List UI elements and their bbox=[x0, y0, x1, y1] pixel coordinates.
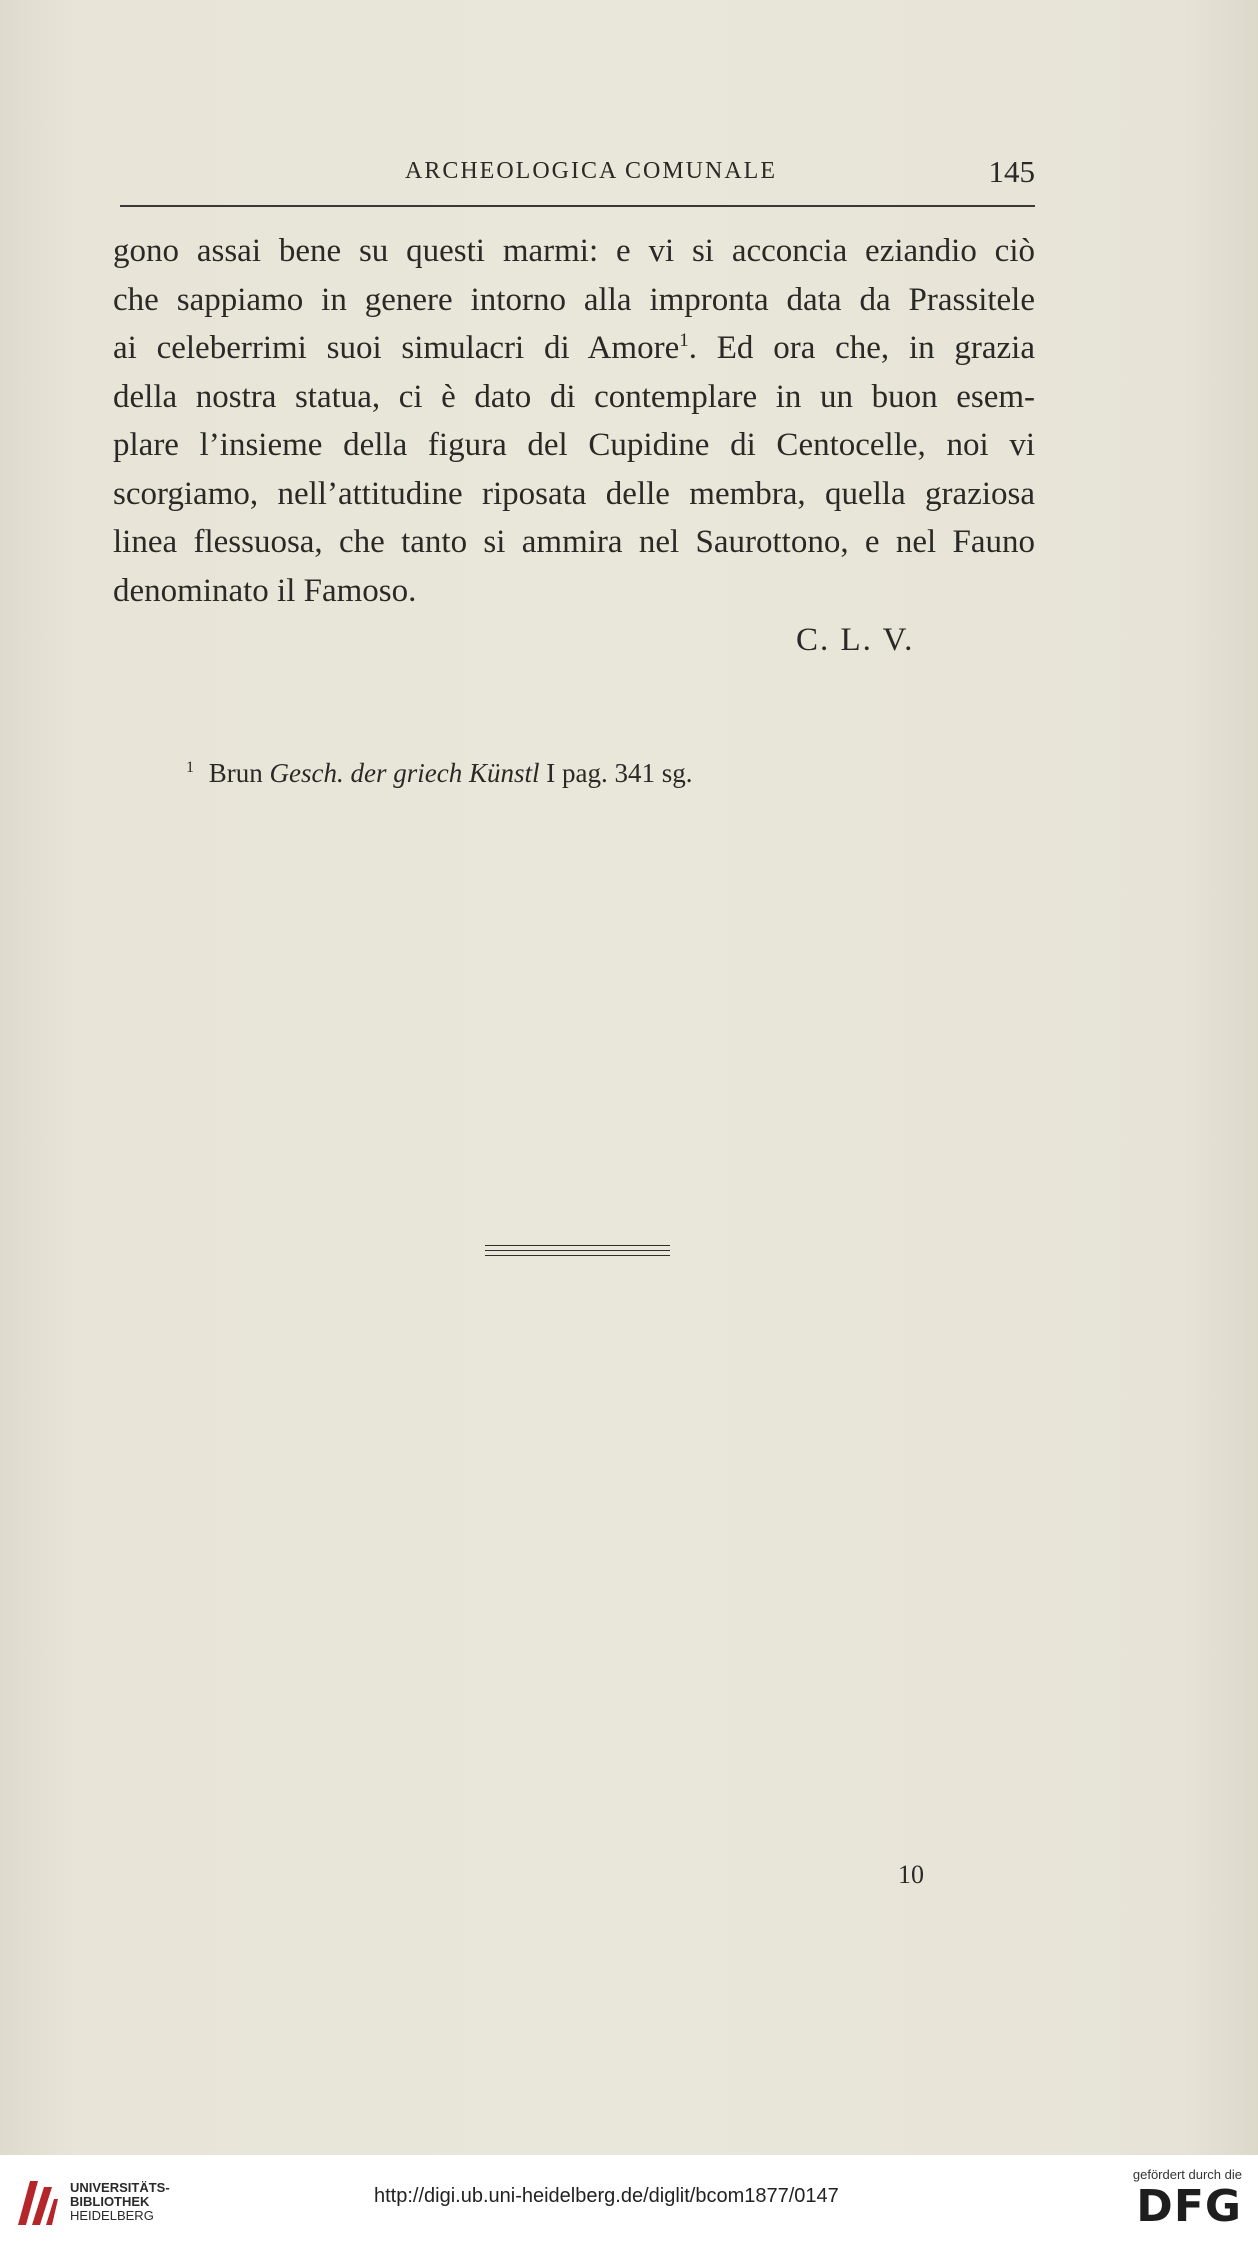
footnote-reference[interactable]: 1 bbox=[679, 330, 689, 351]
running-title: ARCHEOLOGICA COMUNALE bbox=[405, 158, 777, 184]
library-logo-icon bbox=[14, 2173, 60, 2229]
text-line: denominato il Famoso. bbox=[113, 572, 417, 609]
printer-signature-mark: 10 bbox=[898, 1860, 924, 1889]
footnote bbox=[186, 758, 692, 789]
footnote-rest: I pag. 341 sg. bbox=[546, 758, 693, 788]
text-line-head: ai celeberrimi suoi simulacri di Amore bbox=[113, 330, 680, 366]
ornament-line bbox=[485, 1250, 670, 1251]
author-signature: C. L. V. bbox=[796, 622, 915, 658]
library-name-line: BIBLIOTHEK bbox=[70, 2194, 150, 2209]
text-line: scorgiamo, nell’attitudine riposata delle membra, quella graziosa bbox=[113, 475, 1035, 512]
text-line: della nostra statua, ci è dato di contemplare in un buon esem- bbox=[113, 378, 1035, 415]
viewer-footer bbox=[0, 2155, 1258, 2247]
library-name-line: HEIDELBERG bbox=[70, 2208, 154, 2223]
page-number: 145 bbox=[988, 154, 1035, 189]
funder-logo[interactable] bbox=[1102, 2167, 1242, 2237]
text-line: che sappiamo in genere intorno alla impronta data da Prassitele bbox=[113, 281, 1035, 318]
text-line-tail: . Ed ora che, in grazia bbox=[688, 330, 1035, 366]
page-header bbox=[115, 154, 1035, 198]
permalink-url[interactable]: http://digi.ub.uni-heidelberg.de/diglit/bcom1877/0147 bbox=[374, 2185, 839, 2207]
text-line: plare l’insieme della figura del Cupidine di Centocelle, noi vi bbox=[113, 427, 1035, 463]
footnote-title: Gesch. der griech Künstl bbox=[269, 758, 540, 788]
funder-caption: gefördert durch die bbox=[1132, 2167, 1242, 2182]
text-line: linea flessuosa, che tanto si ammira nel Saurottono, e nel Fauno bbox=[113, 524, 1035, 560]
body-text bbox=[113, 227, 1035, 615]
ornament-line bbox=[485, 1245, 670, 1246]
header-rule bbox=[120, 205, 1035, 207]
footnote-author: Brun bbox=[208, 758, 263, 788]
library-name-line: UNIVERSITÄTS- bbox=[70, 2180, 170, 2195]
end-ornament-rule bbox=[485, 1245, 670, 1259]
library-logo[interactable] bbox=[14, 2167, 174, 2235]
footnote-marker: 1 bbox=[186, 759, 194, 776]
text-line bbox=[113, 324, 1035, 373]
dfg-logo-icon: DFG bbox=[1136, 2181, 1242, 2232]
text-line: gono assai bene su questi marmi: e vi si acconcia eziandio ciò bbox=[113, 233, 1035, 269]
library-name bbox=[70, 2181, 170, 2223]
ornament-line bbox=[485, 1255, 670, 1256]
